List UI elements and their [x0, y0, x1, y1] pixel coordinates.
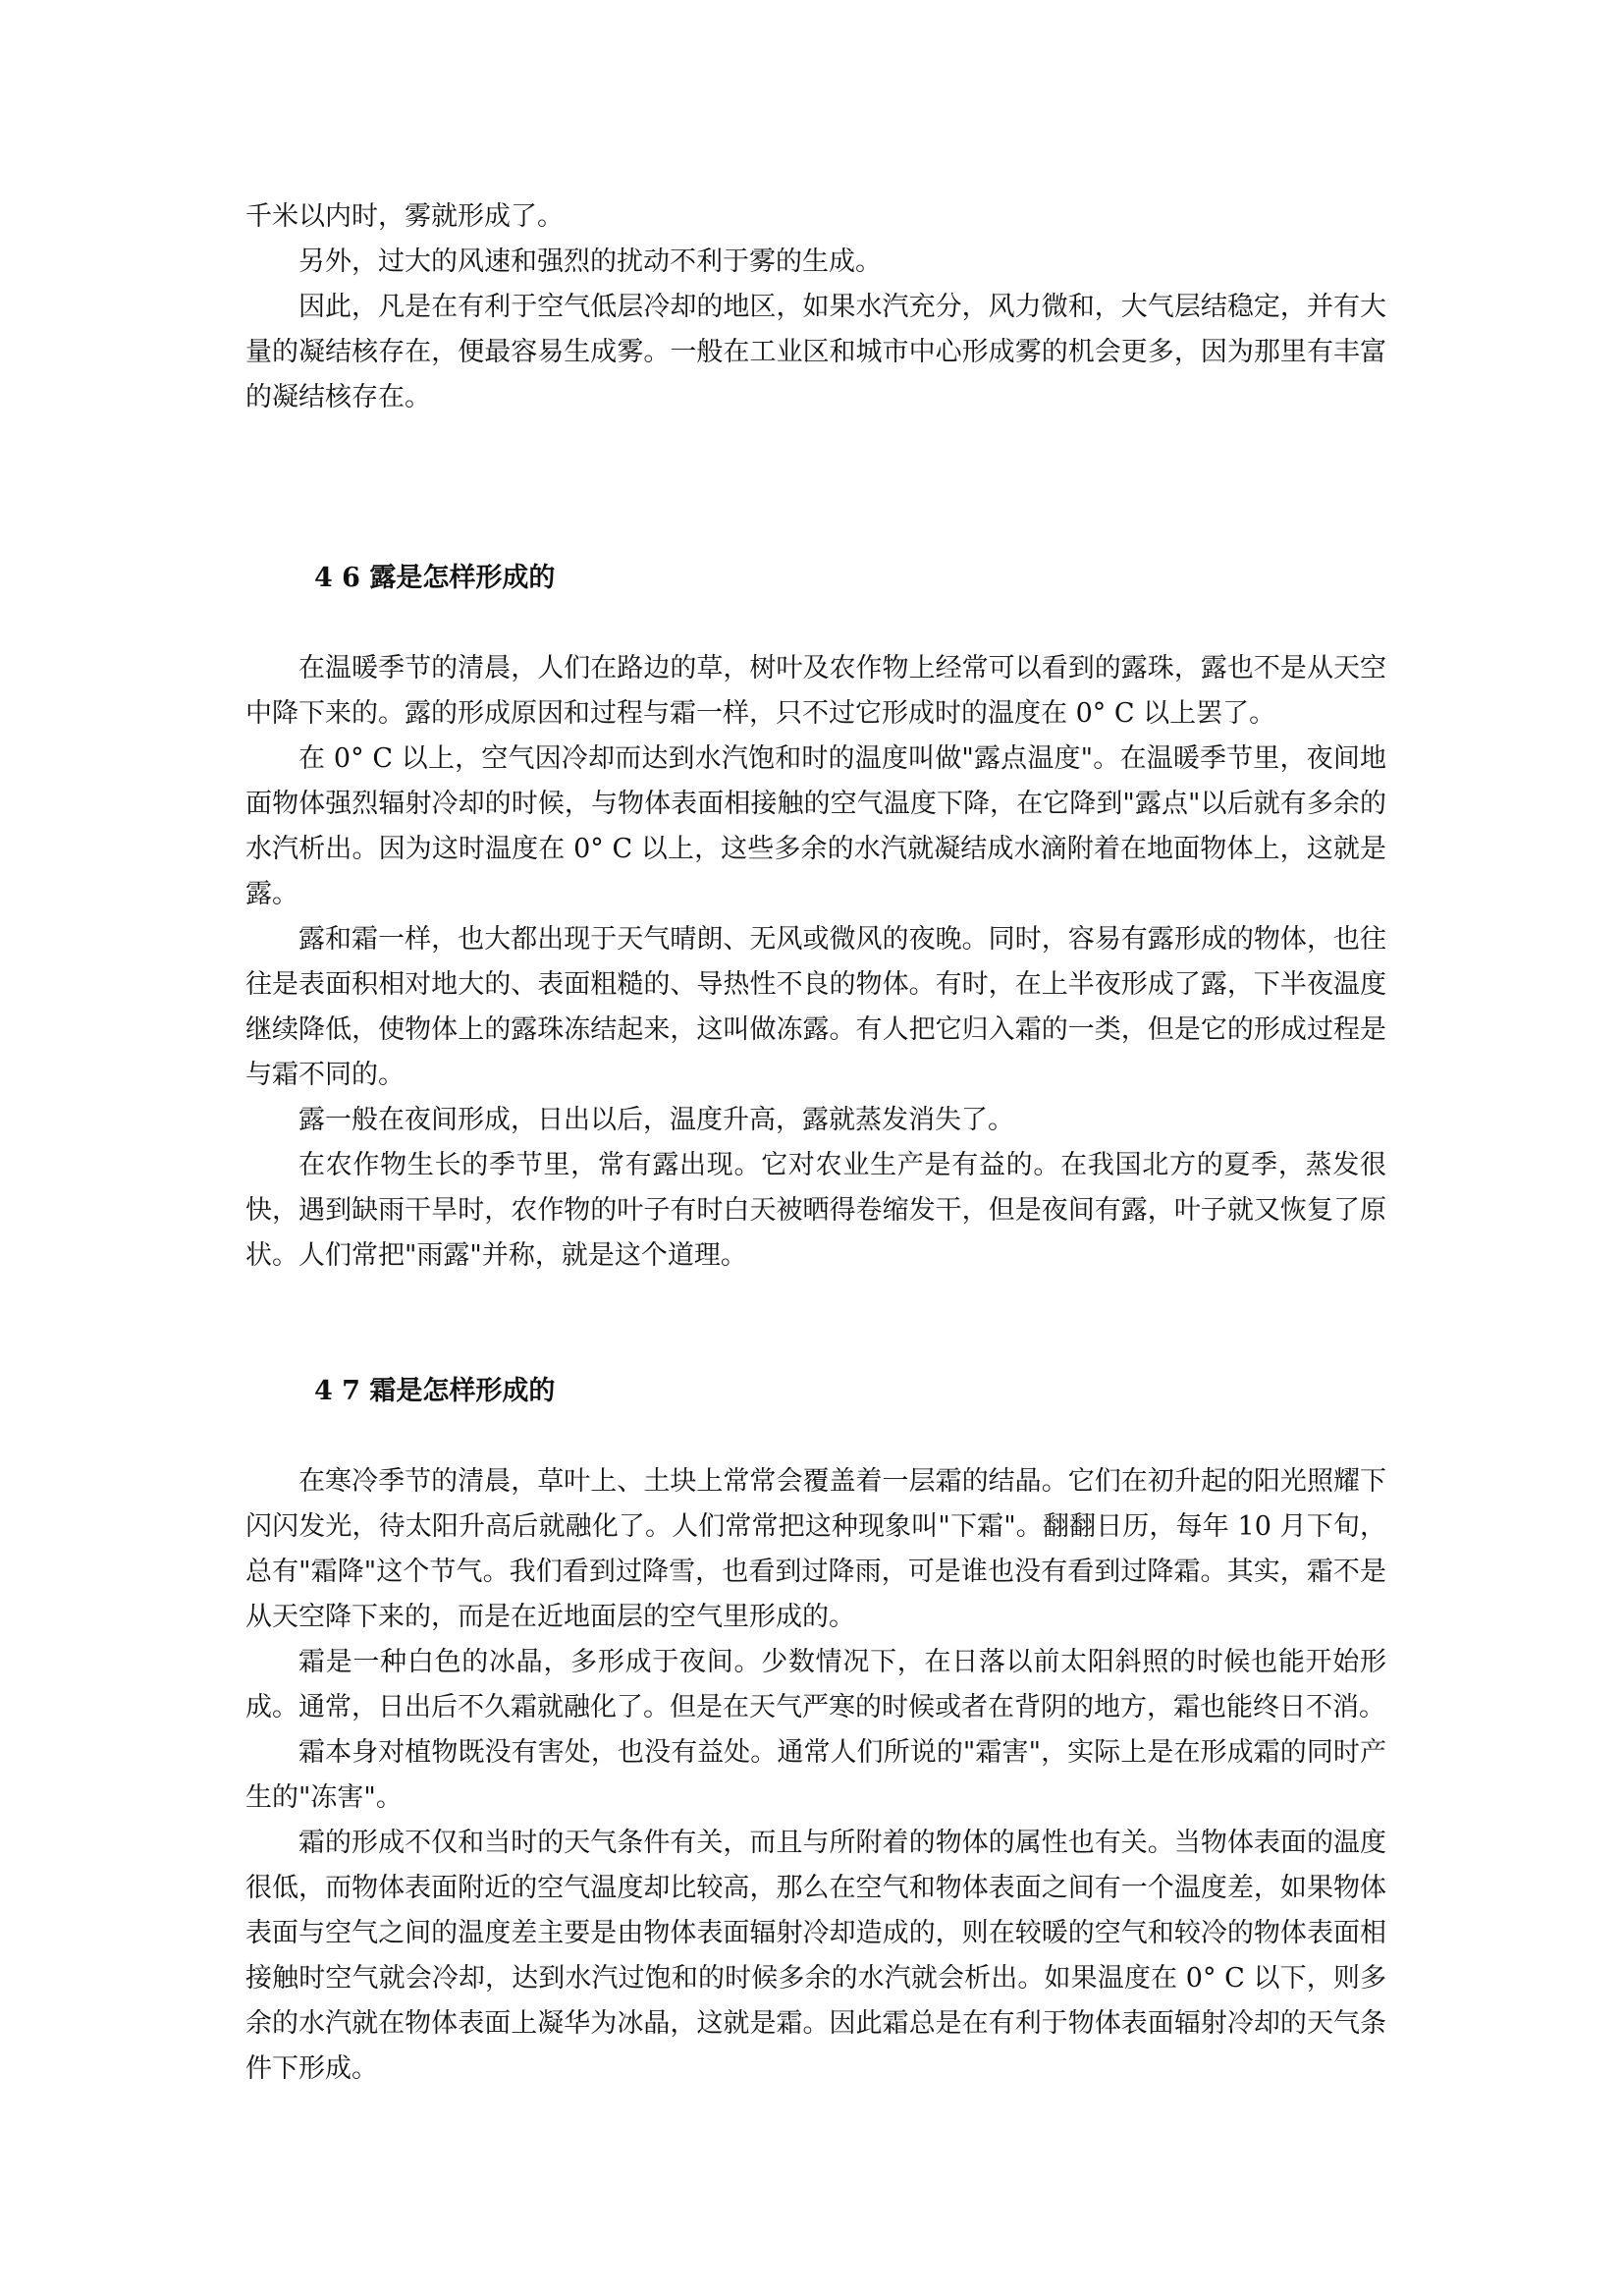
intro-paragraph-3: 因此，凡是在有利于空气低层冷却的地区，如果水汽充分，风力微和，大气层结稳定，并有大量的凝结核存在，便最容易生成雾。一般在工业区和城市中心形成雾的机会更多，因为那里有丰富的凝结核存在。: [245, 292, 1386, 412]
spacer: [245, 601, 1386, 646]
section-47-heading: 4 7 霜是怎样形成的: [314, 1376, 556, 1406]
section-46-paragraph-4: 露一般在夜间形成，日出以后，温度升高，露就蒸发消失了。: [298, 1105, 1014, 1135]
section-47-paragraph-4: 霜的形成不仅和当时的天气条件有关，而且与所附着的物体的属性也有关。当物体表面的温度很低，而物体表面附近的空气温度却比较高，那么在空气和物体表面之间有一个温度差，如果物体表面与空气之间的温度差主要是由物体表面辐射冷却造成的，则在较暖的空气和较冷的物体表面相接触时空气就会冷却，达到水汽过饱和的时候多余的水汽就会析出。如果温度在 0° C 以下，则多余的水汽就在物体表面上凝华为冰晶，这就是霜。因此霜总是在有利于物体表面辐射冷却的天气条件下形成。: [245, 1828, 1386, 2084]
document-body: [245, 194, 1386, 2092]
section-46-heading: 4 6 露是怎样形成的: [314, 563, 556, 593]
intro-paragraph-2: 另外，过大的风速和强烈的扰动不利于雾的生成。: [298, 246, 882, 277]
section-46-paragraph-3: 露和霜一样，也大都出现于天气晴朗、无风或微风的夜晚。同时，容易有露形成的物体，也往往是表面积相对地大的、表面粗糙的、导热性不良的物体。有时，在上半夜形成了露，下半夜温度继续降低，使物体上的露珠冻结起来，这叫做冻露。有人把它归入霜的一类，但是它的形成过程是与霜不同的。: [245, 924, 1386, 1090]
intro-paragraph-1: 千米以内时，雾就形成了。: [245, 201, 564, 232]
section-46-paragraph-1: 在温暖季节的清晨，人们在路边的草，树叶及农作物上经常可以看到的露珠，露也不是从天空中降下来的。露的形成原因和过程与霜一样，只不过它形成时的温度在 0° C 以上罢了。: [245, 653, 1386, 729]
section-47-paragraph-2: 霜是一种白色的冰晶，多形成于夜间。少数情况下，在日落以前太阳斜照的时候也能开始形成。通常，日出后不久霜就融化了。但是在天气严寒的时候或者在背阴的地方，霜也能终日不消。: [245, 1647, 1386, 1722]
section-46-paragraph-5: 在农作物生长的季节里，常有露出现。它对农业生产是有益的。在我国北方的夏季，蒸发很快，遇到缺雨干旱时，农作物的叶子有时白天被晒得卷缩发干，但是夜间有露，叶子就又恢复了原状。人们常把"雨露"并称，就是这个道理。: [245, 1150, 1386, 1271]
spacer: [245, 1279, 1386, 1369]
spacer: [245, 1414, 1386, 1459]
section-47-paragraph-3: 霜本身对植物既没有害处，也没有益处。通常人们所说的"霜害"，实际上是在形成霜的同时产生的"冻害"。: [245, 1737, 1386, 1813]
section-46-paragraph-2: 在 0° C 以上，空气因冷却而达到水汽饱和时的温度叫做"露点温度"。在温暖季节里，夜间地面物体强烈辐射冷却的时候，与物体表面相接触的空气温度下降，在它降到"露点"以后就有多余的水汽析出。因为这时温度在 0° C 以上，这些多余的水汽就凝结成水滴附着在地面物体上，这就是露。: [245, 743, 1386, 909]
section-47-paragraph-1: 在寒冷季节的清晨，草叶上、土块上常常会覆盖着一层霜的结晶。它们在初升起的阳光照耀下闪闪发光，待太阳升高后就融化了。人们常常把这种现象叫"下霜"。翻翻日历，每年 10 月下旬，总有"霜降"这个节气。我们看到过降雪，也看到过降雨，可是谁也没有看到过降霜。其实，霜不是从天空降下来的，而是在近地面层的空气里形成的。: [245, 1466, 1386, 1632]
spacer: [245, 420, 1386, 556]
